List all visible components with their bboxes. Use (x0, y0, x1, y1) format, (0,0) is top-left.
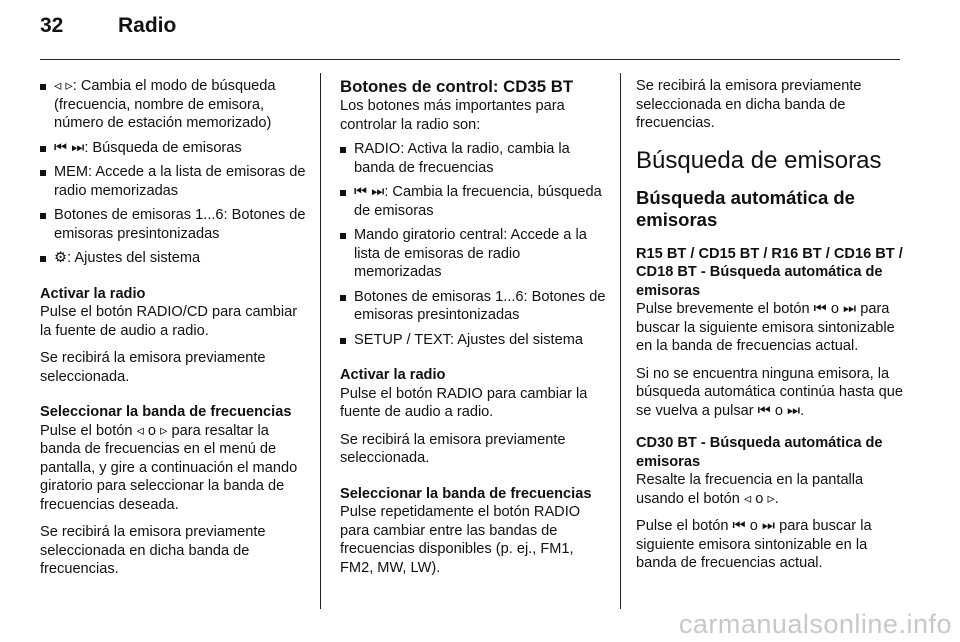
r15-text: Pulse brevemente el botón ⏮ o ⏭ para buscar la siguiente emisora sintonizable en la banda de frecuencias actual. (636, 301, 895, 354)
column-3 (636, 77, 904, 573)
list-item: Botones de emisoras 1...6: Botones de emisoras presintonizadas (340, 288, 608, 325)
bullet-icon (340, 338, 346, 344)
bullet-icon (40, 84, 46, 90)
list-item: ⏮ ⏭: Búsqueda de emisoras (40, 139, 308, 158)
bullet-icon (40, 170, 46, 176)
header-rule (40, 59, 900, 60)
intro-text: Los botones más importantes para controlar la radio son: (340, 98, 565, 133)
cd30-text-2: Pulse el botón ⏮ o ⏭ para buscar la siguiente emisora sintonizable en la banda de frecuencias actual. (636, 518, 872, 571)
recibira-text: Se recibirá la emisora previamente seleccionada en dicha banda de frecuencias. (636, 78, 862, 131)
bullet-icon (40, 146, 46, 152)
list-item: ⚙: Ajustes del sistema (40, 249, 308, 268)
banda-heading: Seleccionar la banda de frecuencias (40, 404, 292, 420)
activar-text: Pulse el botón RADIO para cambiar la fuente de audio a radio. (340, 385, 588, 420)
column-divider-1 (320, 73, 321, 609)
bullet-icon (340, 147, 346, 153)
section-heading: Búsqueda de emisoras (636, 146, 882, 174)
list-item: MEM: Accede a la lista de emisoras de radio memorizadas (40, 163, 308, 200)
bullet-icon (340, 190, 346, 196)
activar-heading: Activar la radio (340, 367, 446, 383)
list-item: Botones de emisoras 1...6: Botones de emisoras presintonizadas (40, 206, 308, 243)
r15-heading: R15 BT / CD15 BT / R16 BT / CD16 BT / CD18 BT - Búsqueda automática de emisoras (636, 245, 903, 299)
list-item: RADIO: Activa la radio, cambia la banda de frecuencias (340, 140, 608, 177)
banda-recibira-text: Se recibirá la emisora previamente seleccionada en dicha banda de frecuencias. (40, 524, 266, 577)
page-number: 32 (40, 14, 64, 37)
bullet-icon (340, 233, 346, 239)
bullet-icon (40, 256, 46, 262)
banda-text: Pulse el botón ◃ o ▹ para resaltar la banda de frecuencias en el menú de pantalla, y gire a continuación el mando giratorio para seleccionar la banda de frecuencias deseada. (40, 422, 298, 513)
banda-text: Pulse repetidamente el botón RADIO para cambiar entre las bandas de frecuencias disponibles (p. ej., FM1, FM2, MW, LW). (340, 504, 581, 576)
list-item: SETUP / TEXT: Ajustes del sistema (340, 331, 608, 350)
column-divider-2 (620, 73, 621, 609)
no-encuentra-text: Si no se encuentra ninguna emisora, la búsqueda automática continúa hasta que se vuelva a pulsar ⏮ o ⏭. (636, 365, 903, 419)
banda-heading: Seleccionar la banda de frecuencias (340, 485, 592, 502)
bullet-icon (340, 295, 346, 301)
column-1 (40, 77, 308, 579)
activar-heading: Activar la radio (40, 285, 146, 302)
list-item: ◃ ▹: Cambia el modo de búsqueda (frecuencia, nombre de emisora, número de estación memorizado) (40, 77, 308, 133)
watermark: carmanualsonline.info (678, 609, 952, 639)
cd30-heading: CD30 BT - Búsqueda automática de emisoras (636, 435, 883, 470)
cd30-text: Resalte la frecuencia en la pantalla usando el botón ◃ o ▹. (636, 472, 864, 507)
page-header (40, 14, 176, 38)
recibira-text: Se recibirá la emisora previamente seleccionada. (40, 350, 266, 385)
bullet-icon (40, 213, 46, 219)
control-list (40, 77, 308, 268)
subsection-heading: Búsqueda automática de emisoras (636, 186, 855, 230)
recibira-text: Se recibirá la emisora previamente seleccionada. (340, 431, 566, 466)
list-item: ⏮ ⏭: Cambia la frecuencia, búsqueda de emisoras (340, 183, 608, 220)
list-item: Mando giratorio central: Accede a la lista de emisoras de radio memorizadas (340, 226, 608, 282)
page-title: Radio (118, 14, 177, 37)
activar-text: Pulse el botón RADIO/CD para cambiar la fuente de audio a radio. (40, 304, 298, 339)
column-2 (340, 77, 608, 577)
section-title: Botones de control: CD35 BT (340, 77, 574, 96)
control-list (340, 140, 608, 349)
